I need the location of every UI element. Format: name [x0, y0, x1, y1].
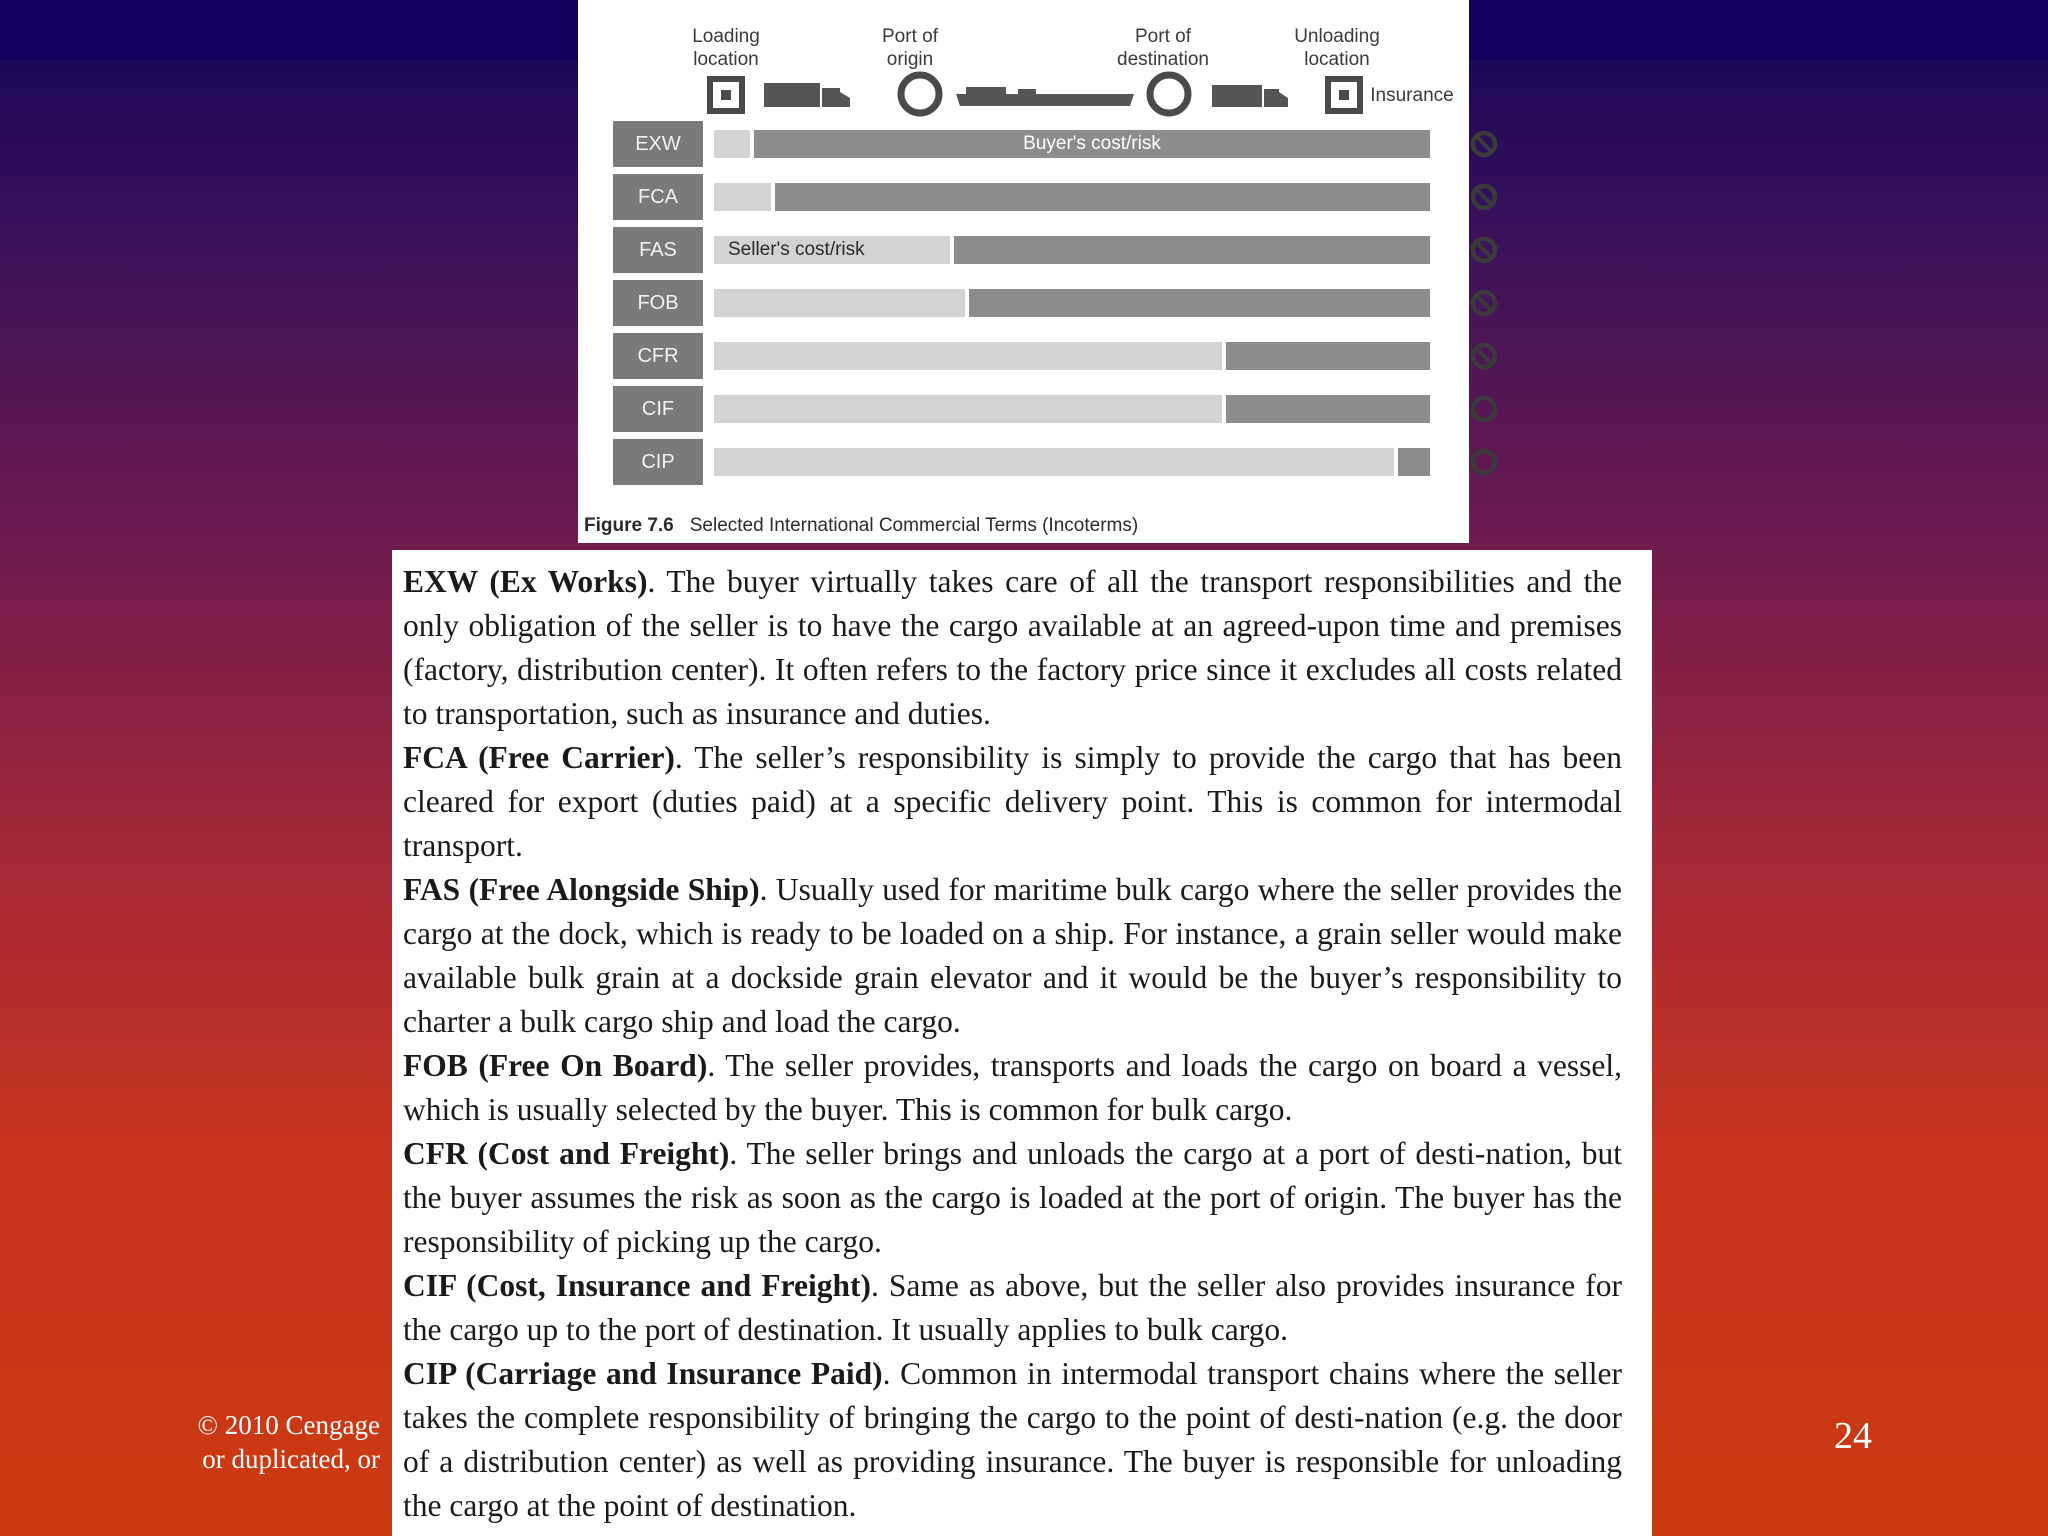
header-port-of-destination: Port of destination [1117, 26, 1209, 70]
term-label-cif: CIF [613, 386, 703, 432]
term-name: CIP (Carriage and Insurance Paid) [403, 1356, 883, 1391]
port-destination-icon [1150, 75, 1188, 113]
copyright-footer [150, 1408, 380, 1476]
buyer-cost-bar-cip [1398, 448, 1430, 476]
no-insurance-icon [1469, 288, 1499, 318]
definition-exw [403, 560, 1622, 736]
unloading-location-icon [1328, 79, 1360, 111]
truck-icon [1212, 85, 1288, 107]
figure-number: Figure 7.6 [584, 515, 674, 536]
term-name: CFR (Cost and Freight) [403, 1136, 730, 1171]
port-origin-icon [901, 75, 939, 113]
definition-fas [403, 868, 1622, 1044]
slide-number: 24 [1834, 1415, 1872, 1457]
copyright-line-2: or duplicated, or [202, 1444, 380, 1474]
definition-cfr [403, 1132, 1622, 1264]
seller-cost-bar-cip [714, 448, 1394, 476]
term-description: . The buyer virtually takes care of all the transport responsibilities and the only obligation of the seller is to have the cargo available at an agreed-upon time and premises (factory, distribution center). It often refers to the factory price since it excludes all costs related to transportation, such as insurance and duties. [403, 564, 1622, 731]
incoterms-figure [578, 0, 1469, 543]
term-label-fca: FCA [613, 174, 703, 220]
term-name: EXW (Ex Works) [403, 564, 648, 599]
term-name: FAS (Free Alongside Ship) [403, 872, 760, 907]
term-label-cfr: CFR [613, 333, 703, 379]
truck-icon [764, 83, 850, 107]
insurance-included-icon [1469, 394, 1499, 424]
seller-cost-bar-exw [714, 130, 750, 158]
figure-title: Selected International Commercial Terms (Incoterms) [689, 515, 1139, 536]
figure-caption [584, 515, 1138, 537]
buyer-cost-label: Buyer's cost/risk [1023, 133, 1161, 154]
no-insurance-icon [1469, 129, 1499, 159]
term-label-exw: EXW [613, 121, 703, 167]
term-name: CIF (Cost, Insurance and Freight) [403, 1268, 871, 1303]
term-label-fas: FAS [613, 227, 703, 273]
no-insurance-icon [1469, 182, 1499, 212]
seller-cost-bar-fob [714, 289, 965, 317]
copyright-line-1: © 2010 Cengage [197, 1410, 380, 1440]
incoterms-definitions [392, 550, 1652, 1536]
seller-cost-bar-fca [714, 183, 771, 211]
header-port-of-origin: Port of origin [882, 26, 938, 70]
insurance-included-icon [1469, 447, 1499, 477]
loading-location-icon [710, 79, 742, 111]
header-insurance: Insurance [1370, 85, 1454, 106]
seller-cost-bar-cif [714, 395, 1222, 423]
transport-route [578, 0, 1469, 125]
no-insurance-icon [1469, 341, 1499, 371]
term-description: . The seller brings and unloads the cargo at a port of desti-nation, but the buyer assumes the risk as soon as the cargo is loaded at the port of origin. The buyer has the responsibility of picking up the cargo. [403, 1136, 1623, 1259]
no-insurance-icon [1469, 235, 1499, 265]
buyer-cost-bar-fca [775, 183, 1430, 211]
definition-fob [403, 1044, 1622, 1132]
definition-cip [403, 1352, 1622, 1528]
term-description: . The seller’s responsibility is simply to provide the cargo that has been cleared for export (duties paid) at a specific delivery point. This is common for intermodal transport. [403, 740, 1622, 863]
definition-fca [403, 736, 1622, 868]
seller-cost-bar-cfr [714, 342, 1222, 370]
term-description: . Common in intermodal transport chains where the seller takes the complete responsibility of bringing the cargo to the point of desti-nation (e.g. the door of a distribution center) as well as providing insurance. The buyer is responsible for unloading the cargo at the point of destination. [403, 1356, 1622, 1523]
term-description: . Usually used for maritime bulk cargo where the seller provides the cargo at the dock, which is ready to be loaded on a ship. For instance, a grain seller would make available bulk grain at a dockside grain elevator and it would be the buyer’s responsibility to charter a bulk cargo ship and load the cargo. [403, 872, 1622, 1039]
seller-cost-label: Seller's cost/risk [728, 239, 865, 260]
term-name: FOB (Free On Board) [403, 1048, 708, 1083]
header-unloading-location: Unloading location [1294, 26, 1380, 70]
term-label-fob: FOB [613, 280, 703, 326]
header-loading-location: Loading location [692, 26, 760, 70]
term-label-cip: CIP [613, 439, 703, 485]
buyer-cost-bar-fob [969, 289, 1430, 317]
ship-icon [956, 87, 1134, 106]
buyer-cost-bar-fas [954, 236, 1430, 264]
definition-cif [403, 1264, 1622, 1352]
term-description: . Same as above, but the seller also provides insurance for the cargo up to the port of destination. It usually applies to bulk cargo. [403, 1268, 1622, 1347]
buyer-cost-bar-cfr [1226, 342, 1430, 370]
term-name: FCA (Free Carrier) [403, 740, 675, 775]
buyer-cost-bar-cif [1226, 395, 1430, 423]
term-description: . The seller provides, transports and loads the cargo on board a vessel, which is usually selected by the buyer. This is common for bulk cargo. [403, 1048, 1622, 1127]
